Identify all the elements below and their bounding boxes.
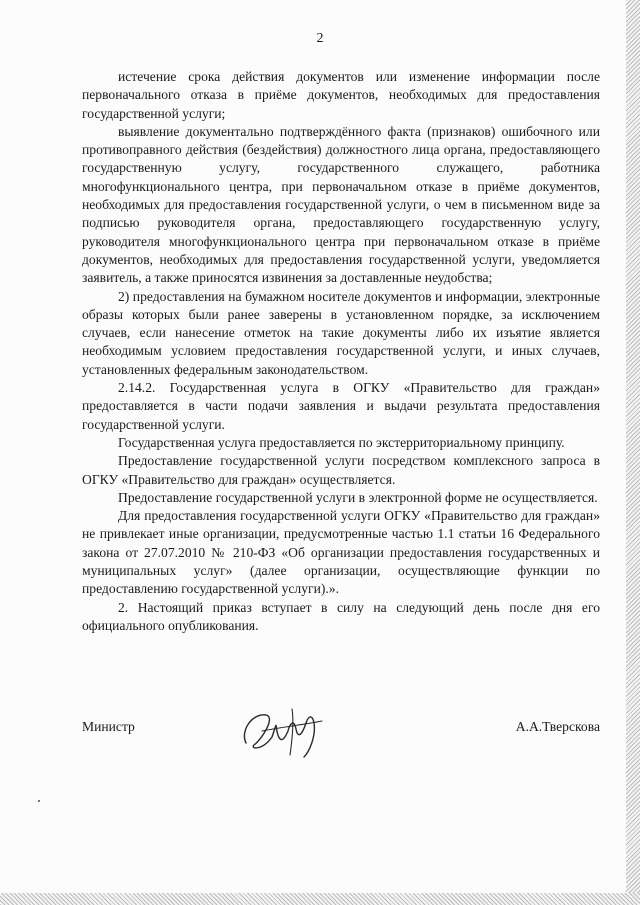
paragraph: 2.14.2. Государственная услуга в ОГКУ «Правительство для граждан» предоставляется в части подачи заявления и выдачи результата предоставления государственной услуги. bbox=[82, 380, 600, 432]
paragraph: Предоставление государственной услуги в электронной форме не осуществляется. bbox=[118, 489, 598, 505]
signature-block bbox=[82, 707, 600, 767]
signer-role: Министр bbox=[82, 719, 135, 734]
paragraph: выявление документально подтверждённого факта (признаков) ошибочного или противоправного действия (бездействия) должностного лица органа, предоставляющего государственную услугу, государственного служащего, работника многофункционального центра, при первоначальном отказе в приёме документов, необходимых для предоставления государственной услуги, о чем в письменном виде за подписью руководителя органа, предоставляющего государственную услугу, руководителя многофункционального центра при первоначальном отказе в приёме документов, необходимых для предоставления государственной услуги, уведомляется заявитель, а также приносятся извинения за доставленные неудобства; bbox=[82, 123, 600, 286]
paragraph: истечение срока действия документов или изменение информации после первоначального отказа в приёме документов, необходимых для предоставления государственной услуги; bbox=[82, 69, 600, 121]
paragraph: Предоставление государственной услуги посредством комплексного запроса в ОГКУ «Правительство для граждан» осуществляется. bbox=[82, 453, 600, 487]
page-number: 2 bbox=[316, 31, 324, 46]
document-body bbox=[82, 68, 600, 635]
signer-name: А.А.Тверскова bbox=[515, 719, 600, 734]
scan-edge-bottom bbox=[0, 893, 640, 905]
paragraph: 2) предоставления на бумажном носителе документов и информации, электронные образы которых были ранее заверены в установленном порядке, за исключением случаев, если нанесение отметок на такие документы либо их изъятие является необходимым условием предоставления государственной услуги, и иных случаев, установленных федеральным законодательством. bbox=[82, 288, 600, 377]
handwritten-signature bbox=[232, 701, 332, 761]
scan-edge-right bbox=[626, 0, 640, 905]
paragraph: Государственная услуга предоставляется по экстерриториальному принципу. bbox=[118, 434, 565, 450]
scan-speck bbox=[38, 800, 40, 802]
paragraph: 2. Настоящий приказ вступает в силу на следующий день после дня его официального опубликования. bbox=[82, 599, 600, 633]
paragraph: Для предоставления государственной услуги ОГКУ «Правительство для граждан» не привлекает иные организации, предусмотренные частью 1.1 статьи 16 Федерального закона от 27.07.2010 № 210-ФЗ «Об организации предоставления государственных и муниципальных услуг» (далее организации, осуществляющие функции по предоставлению государственной услуги).». bbox=[82, 508, 600, 597]
